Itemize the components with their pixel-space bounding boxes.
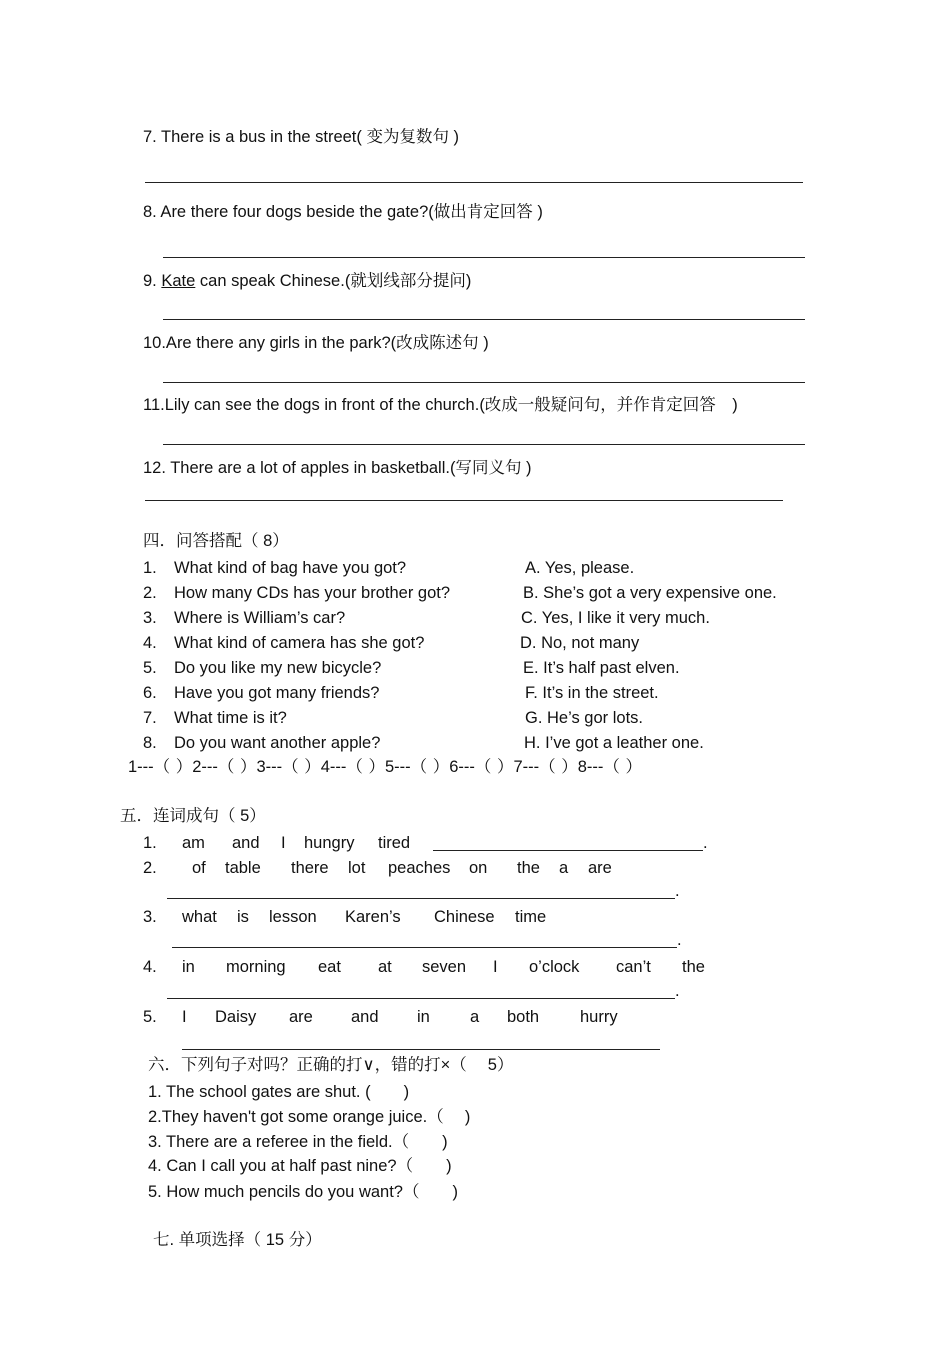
order-word: and [232, 834, 260, 852]
question-9 [143, 271, 471, 291]
order-word: what [182, 908, 217, 926]
answer-line-9 [163, 319, 805, 320]
judge-item: 2.They haven't got some orange juice.（ ) [148, 1108, 471, 1126]
order-word: is [237, 908, 249, 926]
section-7-title: 七. 单项选择（ 15 分） [153, 1231, 322, 1249]
match-answer: G. He’s gor lots. [525, 709, 643, 727]
order-period: . [677, 931, 682, 949]
match-num: 5. [143, 659, 157, 677]
answer-line-7 [145, 182, 803, 183]
order-word: lesson [269, 908, 317, 926]
order-word: Chinese [434, 908, 495, 926]
order-word: on [469, 859, 488, 877]
section-5-title: 五．连词成句（ 5） [120, 807, 266, 825]
order-answer-line [172, 947, 677, 948]
answer-line-8 [163, 257, 805, 258]
match-num: 6. [143, 684, 157, 702]
match-question: What time is it? [174, 709, 287, 727]
order-word: of [192, 859, 206, 877]
match-num: 7. [143, 709, 157, 727]
order-word: in [417, 1008, 430, 1026]
order-answer-line [433, 850, 703, 851]
question-12: 12. There are a lot of apples in basketball.(写同义句 ) [143, 459, 532, 477]
match-num: 1. [143, 559, 157, 577]
match-question: Have you got many friends? [174, 684, 380, 702]
judge-item: 1. The school gates are shut. ( ) [148, 1083, 410, 1101]
match-num: 3. [143, 609, 157, 627]
order-answer-line [167, 998, 675, 999]
order-num: 2. [143, 859, 157, 877]
match-question: What kind of camera has she got? [174, 634, 425, 652]
answer-line-10 [163, 382, 805, 383]
matching-answer-key: 1---（ ）2---（ ）3---（ ）4---（ ）5---（ ）6---（ ）7---（ ）8---（ ） [128, 758, 642, 776]
order-word: and [351, 1008, 379, 1026]
match-question: How many CDs has your brother got? [174, 584, 451, 602]
order-period: . [703, 834, 708, 852]
order-word: the [682, 958, 705, 976]
order-word: morning [226, 958, 286, 976]
order-num: 1. [143, 834, 157, 852]
order-word: Daisy [215, 1008, 257, 1026]
order-word: Karen’s [345, 908, 401, 926]
order-word: a [470, 1008, 480, 1026]
section-4-title: 四．问答搭配（ 8） [143, 532, 289, 550]
judge-item: 4. Can I call you at half past nine?（ ) [148, 1157, 452, 1175]
order-word: peaches [388, 859, 451, 877]
match-num: 4. [143, 634, 157, 652]
match-answer: B. She’s got a very expensive one. [523, 584, 777, 602]
match-question: Where is William’s car? [174, 609, 346, 627]
order-word: lot [348, 859, 366, 877]
question-7: 7. There is a bus in the street( 变为复数句 ) [143, 128, 460, 146]
order-word: I [281, 834, 286, 852]
question-9-text: can speak Chinese.(就划线部分提问) [195, 272, 472, 290]
order-word: o’clock [529, 958, 580, 976]
question-8: 8. Are there four dogs beside the gate?(做出肯定回答 ) [143, 203, 543, 221]
match-question: Do you like my new bicycle? [174, 659, 382, 677]
order-word: I [182, 1008, 187, 1026]
order-answer-line [182, 1049, 660, 1050]
section-6-title: 六．下列句子对吗？正确的打∨，错的打×（ 5） [148, 1056, 514, 1074]
order-word: both [507, 1008, 540, 1026]
judge-item: 3. There are a referee in the field.（ ) [148, 1133, 448, 1151]
match-answer: C. Yes, I like it very much. [521, 609, 710, 627]
order-answer-line [167, 898, 675, 899]
order-word: the [517, 859, 540, 877]
order-word: there [291, 859, 329, 877]
match-question: Do you want another apple? [174, 734, 381, 752]
order-word: at [378, 958, 392, 976]
order-word: are [588, 859, 612, 877]
order-word: hurry [580, 1008, 618, 1026]
order-word: table [225, 859, 261, 877]
answer-line-11 [163, 444, 805, 445]
order-word: time [515, 908, 547, 926]
order-num: 5. [143, 1008, 157, 1026]
order-num: 4. [143, 958, 157, 976]
order-word: seven [422, 958, 467, 976]
order-period: . [675, 982, 680, 1000]
question-9-number: 9. [143, 272, 162, 290]
answer-line-12 [145, 500, 783, 501]
order-word: tired [378, 834, 411, 852]
match-answer: E. It’s half past elven. [523, 659, 680, 677]
match-num: 8. [143, 734, 157, 752]
match-answer: D. No, not many [520, 634, 640, 652]
match-question: What kind of bag have you got? [174, 559, 407, 577]
match-num: 2. [143, 584, 157, 602]
question-10: 10.Are there any girls in the park?(改成陈述句 ) [143, 334, 489, 352]
order-word: hungry [304, 834, 355, 852]
match-answer: F. It’s in the street. [525, 684, 659, 702]
order-word: in [182, 958, 195, 976]
order-word: am [182, 834, 205, 852]
order-num: 3. [143, 908, 157, 926]
match-answer: H. I’ve got a leather one. [524, 734, 704, 752]
order-period: . [675, 882, 680, 900]
judge-item: 5. How much pencils do you want?（ ) [148, 1183, 458, 1201]
order-word: eat [318, 958, 341, 976]
order-word: I [493, 958, 498, 976]
match-answer: A. Yes, please. [525, 559, 635, 577]
order-word: can’t [616, 958, 651, 976]
order-word: are [289, 1008, 313, 1026]
question-11: 11.Lily can see the dogs in front of the church.(改成一般疑问句，并作肯定回答 ) [143, 396, 738, 414]
question-9-underlined-word: Kate [161, 272, 196, 290]
order-word: a [559, 859, 569, 877]
